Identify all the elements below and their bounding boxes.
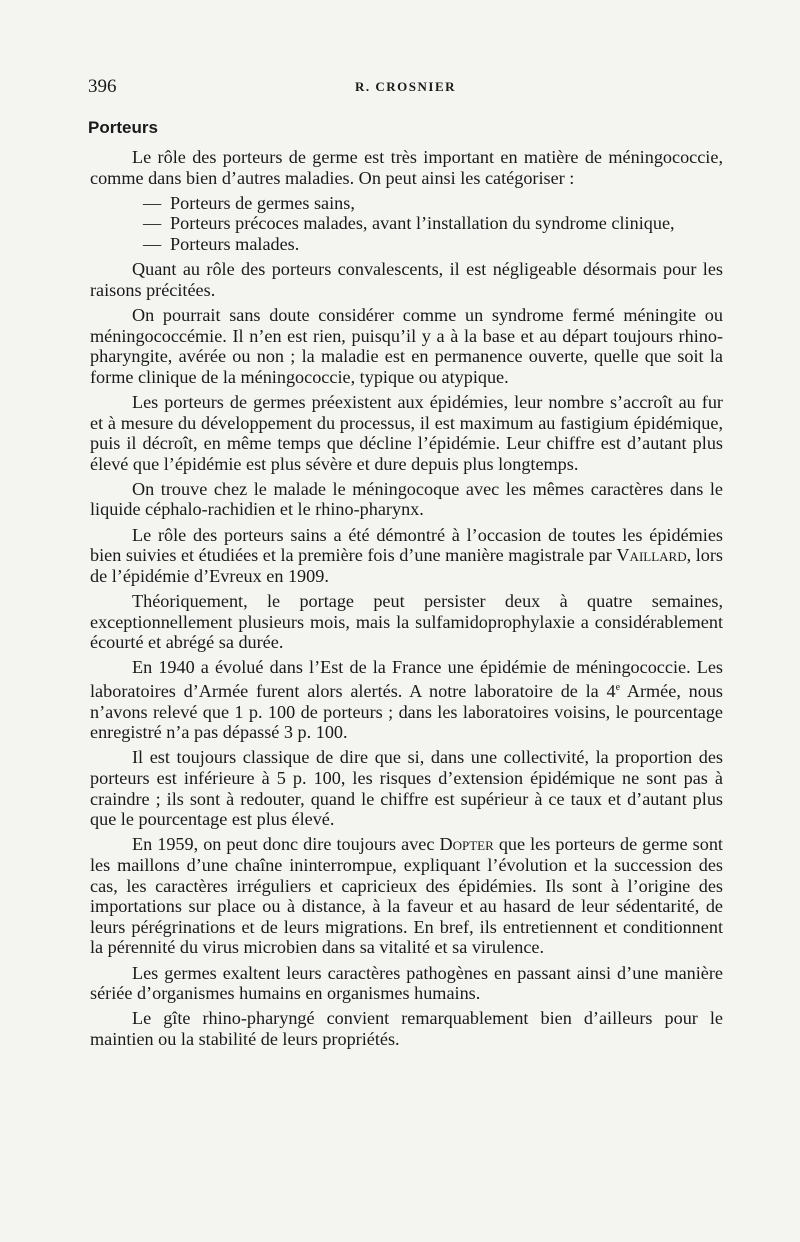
author-name-vaillard: Vaillard	[616, 545, 687, 566]
text-run: Le rôle des porteurs sains a été démontré à l’occasion de toutes les épidémies bien suivies et étudiées et la première fois d’une manière magistrale par	[90, 524, 723, 566]
author-name-dopter: Dopter	[439, 834, 494, 855]
carrier-list	[90, 193, 723, 255]
running-head	[88, 76, 723, 98]
ordinal-superscript: e	[615, 682, 621, 693]
paragraph-convalescents: Quant au rôle des porteurs convalescents, il est négligeable désormais pour les raisons précitées.	[90, 259, 723, 300]
paragraph-1940	[90, 657, 723, 742]
running-title: R. CROSNIER	[354, 79, 456, 94]
paragraph-epidemics: Les porteurs de germes préexistent aux épidémies, leur nombre s’accroît au fur et à mesure du développement du processus, il est maximum au fastigium épidémique, puis il décroît, en même temps que décline l’épidémie. Leur chiffre est d’autant plus élevé que l’épidémie est plus sévère et dure depuis plus longtemps.	[90, 391, 723, 474]
text-run: En 1940 a évolué dans l’Est de la France une épidémie de méningococcie. Les laboratoires d’Armée furent alors alertés. A notre laboratoire de la 4	[90, 657, 723, 702]
section-heading: Porteurs	[88, 118, 158, 137]
page-number: 396	[88, 76, 117, 97]
list-item: — Porteurs malades.	[170, 234, 723, 255]
text-run: , lors de l’épidémie d’Evreux en 1909.	[90, 545, 723, 586]
paragraph-classic: Il est toujours classique de dire que si, dans une collectivité, la proportion des porteurs est inférieure à 5 p. 100, les risques d’extension épidémique ne sont pas à craindre ; ils sont à redouter, quand le chiffre est supérieur à ce taux et d’autant plus que le pourcentage est plus élevé.	[90, 747, 723, 830]
paragraph-1959	[90, 834, 723, 958]
paragraph-gite: Le gîte rhino-pharyngé convient remarquablement bien d’ailleurs pour le maintien ou la stabilité de leurs propriétés.	[90, 1008, 723, 1049]
paragraph-syndrome: On pourrait sans doute considérer comme un syndrome fermé méningite ou méningococcémie. Il n’en est rien, puisqu’il y a à la base et au départ toujours rhino-pharyngite, avérée ou non ; la maladie est en permanence ouverte, quelle que soit la forme clinique de la méningococcie, typique ou atypique.	[90, 304, 723, 387]
paragraph-intro: Le rôle des porteurs de germe est très important en matière de méningococcie, comme dans bien d’autres maladies. On peut ainsi les catégoriser :	[90, 147, 723, 188]
paragraph-exalt: Les germes exaltent leurs caractères pathogènes en passant ainsi d’une manière sériée d’organismes humains en organismes humains.	[90, 962, 723, 1004]
paragraph-meningococcus: On trouve chez le malade le méningocoque avec les mêmes caractères dans le liquide céphalo-rachidien et le rhino-pharynx.	[90, 478, 723, 520]
body-text	[90, 147, 723, 1054]
paragraph-duration: Théoriquement, le portage peut persister deux à quatre semaines, exceptionnellement plusieurs mois, mais la sulfamidoprophylaxie a considérablement écourté et abrégé sa durée.	[90, 591, 723, 653]
paragraph-healthy-carriers	[90, 525, 723, 587]
list-item: — Porteurs précoces malades, avant l’installation du syndrome clinique,	[170, 213, 723, 234]
text-run: que les porteurs de germe sont les maillons d’une chaîne ininterrompue, expliquant l’évolution et la succession des cas, les caractères irréguliers et capricieux des épidémies. Ils sont à l’origine des importations sur place ou à distance, à la faveur et au hasard de leur sédentarité, de leurs pérégrinations et de leurs migrations. En bref, ils entretiennent et conditionnent la pérennité du virus microbien dans sa vitalité et sa virulence.	[90, 834, 723, 958]
list-item: — Porteurs de germes sains,	[170, 193, 723, 214]
text-run: En 1959, on peut donc dire toujours avec	[132, 834, 440, 855]
text-run: Armée, nous n’avons relevé que 1 p. 100 de porteurs ; dans les laboratoires voisins, le pourcentage enregistré n’a pas dépassé 3 p. 100.	[90, 681, 724, 743]
